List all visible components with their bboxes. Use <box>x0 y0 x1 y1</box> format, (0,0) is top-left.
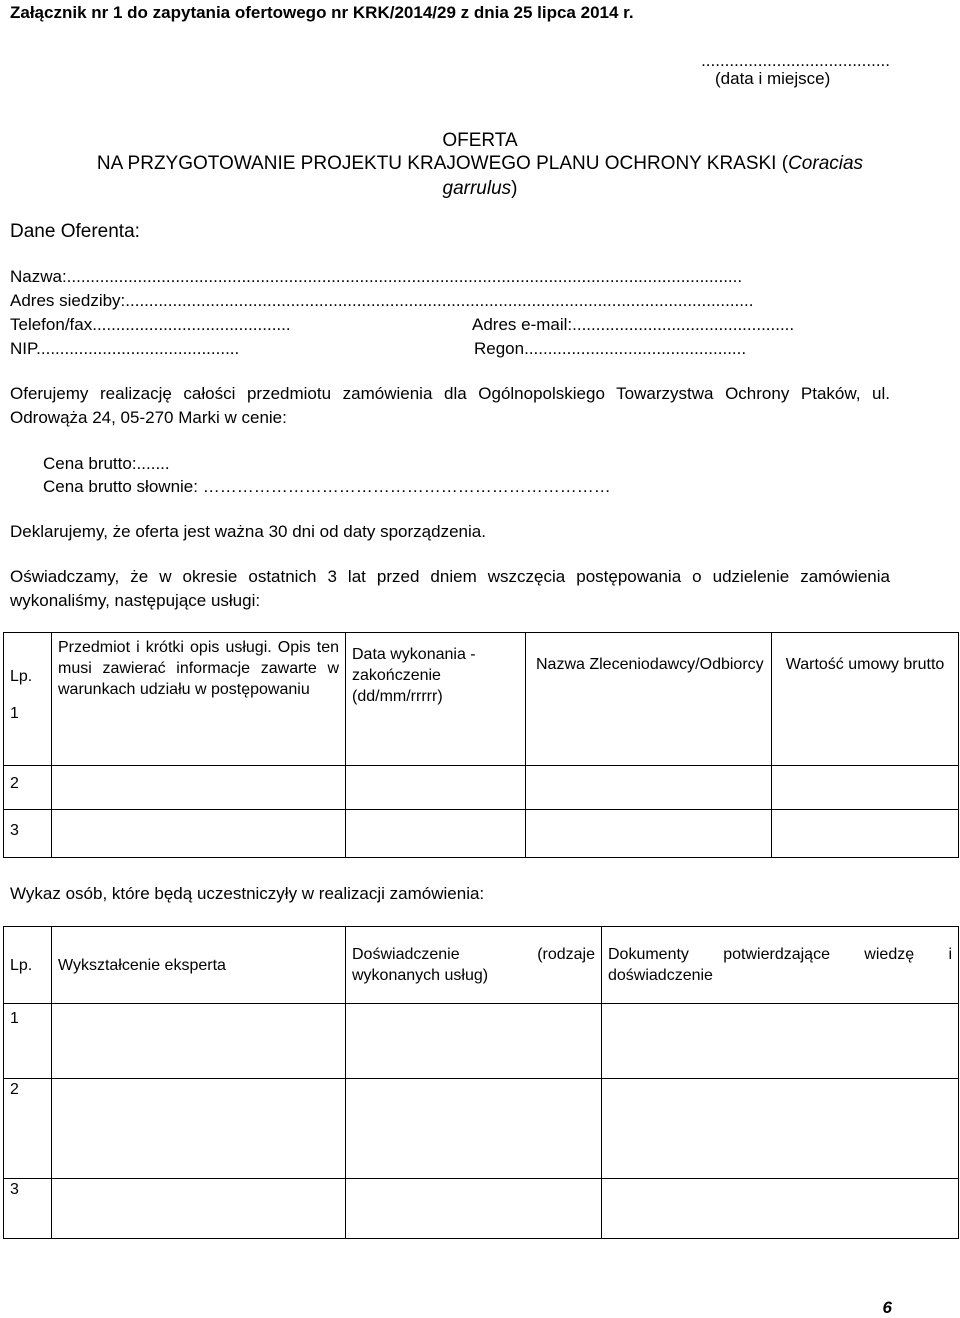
table-row <box>4 1004 959 1079</box>
wyksztalcenie-header-cell <box>52 927 346 1004</box>
date-place-label: (data i miejsce) <box>715 69 831 88</box>
row-number-1: 1 <box>10 1010 19 1027</box>
nazwa-header-cell <box>526 633 772 766</box>
price-slownie: Cena brutto słownie: ……………………………………………………………… <box>43 477 611 496</box>
persons-text: Wykaz osób, które będą uczestniczyły w realizacji zamówienia: <box>10 884 485 903</box>
table-cell <box>52 1004 346 1079</box>
page-number: 6 <box>882 1298 892 1317</box>
field-regon: Regon............................................... <box>474 339 747 358</box>
lp-cell <box>4 766 52 810</box>
table-cell <box>526 810 772 858</box>
date-place-dots: ........................................ <box>701 51 890 70</box>
lp-header: Lp. <box>10 668 33 685</box>
validity-text: Deklarujemy, że oferta jest ważna 30 dni od daty sporządzenia. <box>10 522 486 541</box>
przedmiot-header-cell <box>52 633 346 766</box>
offer-text: Oferujemy realizację całości przedmiotu zamówienia dla Ogólnopolskiego Towarzystwa Ochrony Ptaków, ul. Odrowąża 24, 05-270 Marki w cenie: <box>10 384 890 427</box>
row-number-2: 2 <box>10 775 19 792</box>
wartosc-header: Wartość umowy brutto <box>785 656 945 673</box>
table-cell <box>602 1179 959 1239</box>
offer-subtitle-cont <box>10 176 950 202</box>
table-row <box>4 927 959 1004</box>
wyksztalcenie-header: Wykształcenie eksperta <box>58 957 226 974</box>
field-telefon: Telefon/fax.......................................... <box>10 315 291 334</box>
subtitle-end: ) <box>511 178 518 199</box>
offer-title: OFERTA <box>442 130 518 151</box>
experience-text: Oświadczamy, że w okresie ostatnich 3 lat przed dniem wszczęcia postępowania o udzielenie zamówienia wykonaliśmy, następujące usługi: <box>10 567 890 610</box>
field-nip: NIP........................................... <box>10 339 240 358</box>
przedmiot-header: Przedmiot i krótki opis usługi. Opis ten musi zawierać informacje zawarte w warunkach udziału w postępowaniu <box>58 639 339 698</box>
table-row <box>4 766 959 810</box>
field-adres: Adres siedziby:..................................................................................................................................... <box>10 291 754 310</box>
lp-cell <box>4 1004 52 1079</box>
dokumenty-header-cell <box>602 927 959 1004</box>
lp-cell <box>4 1179 52 1239</box>
offer-subtitle <box>10 151 950 177</box>
persons-table <box>3 926 959 1239</box>
lp-cell <box>4 810 52 858</box>
species-italic-b: garrulus <box>442 178 512 199</box>
row-number-1: 1 <box>10 705 19 722</box>
doswiadczenie-header-cell <box>346 927 602 1004</box>
dane-oferenta-heading: Dane Oferenta: <box>10 221 140 242</box>
table-cell <box>346 766 526 810</box>
table-cell <box>526 766 772 810</box>
row-number-3: 3 <box>10 822 19 839</box>
doswiadczenie-header: Doświadczenie (rodzaje wykonanych usług) <box>352 946 595 984</box>
row-number-2: 2 <box>10 1081 19 1098</box>
species-italic-a: Coracias <box>788 153 864 174</box>
table-cell <box>602 1079 959 1179</box>
lp-cell <box>4 1079 52 1179</box>
table-cell <box>772 810 959 858</box>
dokumenty-header: Dokumenty potwierdzające wiedzę i doświadczenie <box>608 946 952 984</box>
table-row <box>4 810 959 858</box>
subtitle-text: NA PRZYGOTOWANIE PROJEKTU KRAJOWEGO PLANU OCHRONY KRASKI ( <box>96 153 789 174</box>
table-row <box>4 1079 959 1179</box>
table-cell <box>602 1004 959 1079</box>
row-number-3: 3 <box>10 1181 19 1198</box>
table-cell <box>346 810 526 858</box>
nazwa-header: Nazwa Zleceniodawcy/Odbiorcy <box>536 656 764 673</box>
table-cell <box>52 810 346 858</box>
field-nazwa: Nazwa:............................................................................................................................................... <box>10 267 743 286</box>
table-row <box>4 1179 959 1239</box>
data-header-cell <box>346 633 526 766</box>
table-row <box>4 633 959 766</box>
lp-header-cell <box>4 633 52 766</box>
wartosc-header-cell <box>772 633 959 766</box>
table-cell <box>52 1079 346 1179</box>
lp-header: Lp. <box>10 957 33 974</box>
table-cell <box>52 1179 346 1239</box>
table-cell <box>346 1079 602 1179</box>
table-cell <box>772 766 959 810</box>
services-table <box>3 632 959 858</box>
document-header: Załącznik nr 1 do zapytania ofertowego nr KRK/2014/29 z dnia 25 lipca 2014 r. <box>10 3 634 22</box>
table-cell <box>346 1179 602 1239</box>
table-cell <box>52 766 346 810</box>
table-cell <box>346 1004 602 1079</box>
data-header: Data wykonania - zakończenie (dd/mm/rrrrr) <box>352 646 476 705</box>
field-email: Adres e-mail:............................................... <box>472 315 795 334</box>
price-brutto: Cena brutto:....... <box>43 454 170 473</box>
lp-header-cell <box>4 927 52 1004</box>
